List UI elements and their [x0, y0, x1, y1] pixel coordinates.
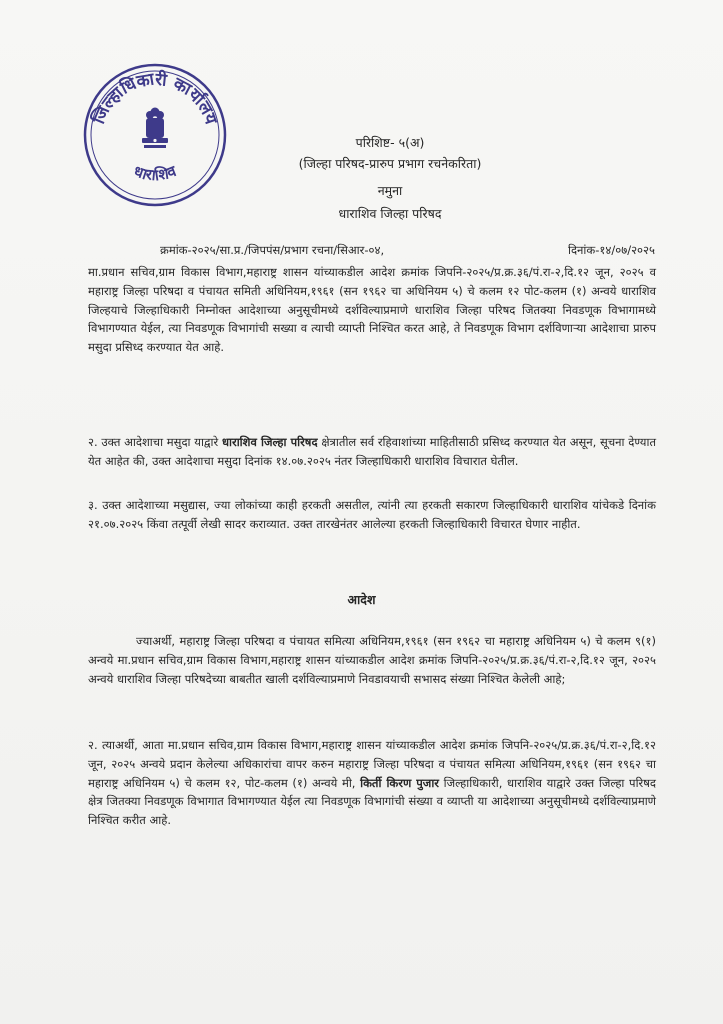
reference-date: दिनांक-१४/०७/२०२५ [567, 243, 655, 257]
collector-name: किर्ती किरण पुजार [360, 775, 440, 790]
appendix-subtitle: (जिल्हा परिषद-प्रारुप प्रभाग रचनेकरिता) [298, 156, 482, 171]
paragraph-2 [88, 433, 656, 471]
paragraph-2-start: २. उक्त आदेशाचा मसुदा याद्वारे [88, 435, 222, 449]
paragraph-2-end: क्षेत्रातील सर्व रहिवाशांच्या माहितीसाठी प्रसिध्द करण्यात येत असून, सूचना देण्यात येत आहेत की, उक्त आदेशाचा मसुदा दिनांक १४.०७.२०२५ नंतर जिल्हाधिकारी धाराशिव विचारात घेतील. [88, 435, 657, 468]
seal-graphic [80, 60, 230, 210]
reference-number: क्रमांक-२०२५/सा.प्र./जिपपंस/प्रभाग रचना/सिआर-०४, [160, 243, 385, 257]
collector-office-seal [80, 60, 230, 210]
national-emblem-icon [142, 108, 168, 149]
seal-top-text: जिल्हाधिकारी कार्यालय [89, 69, 221, 127]
order-paragraph-2 [88, 736, 656, 830]
appendix-label: परिशिष्ट- ५(अ) [355, 135, 425, 150]
document-title: धाराशिव जिल्हा परिषद [338, 206, 442, 221]
order-paragraph-2-start: २. त्याअर्थी, आता मा.प्रधान सचिव,ग्राम विकास विभाग,महाराष्ट्र शासन यांच्याकडील आदेश क्रमांक जिपनि-२०२५/प्र.क्र.३६/पं.रा-२,दि.१२ जून, २०२५ अन्वये प्रदान केलेल्या अधिकारांचा वापर करुन महाराष्ट्र जिल्हा परिषदा व पंचायत समित्या अधिनियम,१९६१ (सन १९६२ चा महाराष्ट्र अधिनियम ५) चे कलम १२, पोट-कलम (१) अन्वये मी, [88, 738, 656, 790]
sample-label: नमुना [377, 183, 403, 198]
reference-line [160, 243, 655, 258]
paragraph-1: मा.प्रधान सचिव,ग्राम विकास विभाग,महाराष्ट्र शासन यांच्याकडील आदेश क्रमांक जिपनि-२०२५/प्र.क्र.३६/पं.रा-२,दि.१२ जून, २०२५ व महाराष्ट्र जिल्हा परिषदा व पंचायत समिती अधिनियम,१९६१ (सन १९६२ चा अधिनियम ५) चे कलम १२ पोट-कलम (१) अन्वये धाराशिव जिल्हयाचे जिल्हाधिकारी निम्नोक्त आदेशाच्या अनुसूचीमध्ये दर्शविल्याप्रमाणे धाराशिव जिल्हा परिषद जितक्या निवडणूक विभागामध्ये विभागण्यात येईल, त्या निवडणूक विभागांची सख्या व त्याची व्याप्ती निश्चित करत आहे, ते निवडणूक विभाग दर्शविणाऱ्या आदेशाचा प्रारुप मसुदा प्रसिध्द करण्यात येत आहे. [88, 265, 656, 355]
svg-text:धाराशिव [131, 162, 179, 185]
order-paragraph-1: ज्याअर्थी, महाराष्ट्र जिल्हा परिषदा व पंचायत समित्या अधिनियम,१९६१ (सन १९६२ चा महाराष्ट्र अधिनियम ५) चे कलम ९(१) अन्वये मा.प्रधान सचिव,ग्राम विकास विभाग,महाराष्ट्र शासन यांच्याकडील आदेश क्रमांक जिपनि-२०२५/प्र.क्र.३६/पं.रा-२,दि.१२ जून, २०२५ अन्वये धाराशिव जिल्हा परिषदेच्या बाबतीत खाली दर्शविल्याप्रमाणे निवडावयाची सभासद संख्या निश्चित केलेली आहे; [88, 634, 656, 686]
paragraph-2-bold: धाराशिव जिल्हा परिषद [221, 435, 318, 449]
order-heading: आदेश [347, 592, 376, 607]
paragraph-3: ३. उक्त आदेशाच्या मसुद्यास, ज्या लोकांच्या काही हरकती असतील, त्यांनी त्या हरकती सकारण जिल्हाधिकारी धाराशिव यांचेकडे दिनांक २१.०७.२०२५ किंवा तत्पूर्वी लेखी सादर कराव्यात. उक्त तारखेनंतर आलेल्या हरकती जिल्हाधिकारी विचारत घेणार नाहीत. [88, 498, 656, 531]
seal-bottom-text: धाराशिव [131, 161, 179, 185]
order-paragraph-2-end: जिल्हाधिकारी, धाराशिव याद्वारे उक्त जिल्हा परिषद क्षेत्र जितक्या निवडणूक विभागात विभागण्यात येईल त्या निवडणूक विभागांची संख्या व व्याप्ती या आदेशाच्या अनुसूचीमध्ये दर्शविल्याप्रमाणे निश्चित करीत आहे. [88, 775, 657, 828]
